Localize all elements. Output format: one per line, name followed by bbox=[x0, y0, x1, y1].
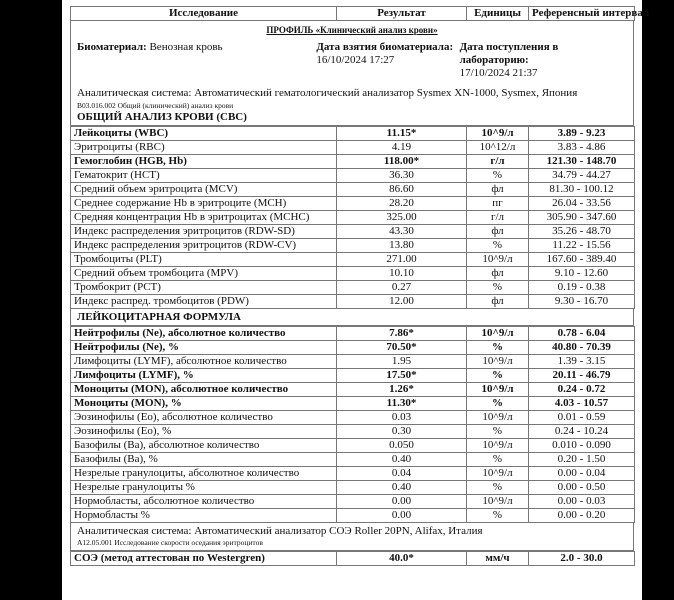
row-unit: 10^9/л bbox=[467, 253, 529, 267]
row-result: 0.40 bbox=[337, 453, 467, 467]
report-sheet bbox=[70, 6, 650, 566]
taken-value: 16/10/2024 17:27 bbox=[316, 54, 395, 66]
table-row bbox=[71, 383, 635, 397]
row-name: Незрелые гранулоциты % bbox=[71, 481, 337, 495]
row-unit: 10^12/л bbox=[467, 141, 529, 155]
row-result: 86.60 bbox=[337, 183, 467, 197]
row-name: Лимфоциты (LYMF), абсолютное количество bbox=[71, 355, 337, 369]
row-unit: мм/ч bbox=[467, 552, 529, 566]
row-reference: 167.60 - 389.40 bbox=[529, 253, 635, 267]
row-unit: 10^9/л bbox=[467, 127, 529, 141]
row-unit: % bbox=[467, 169, 529, 183]
row-reference: 0.01 - 0.59 bbox=[529, 411, 635, 425]
row-unit: % bbox=[467, 369, 529, 383]
row-unit: 10^9/л bbox=[467, 383, 529, 397]
row-result: 43.30 bbox=[337, 225, 467, 239]
row-result: 1.95 bbox=[337, 355, 467, 369]
header-result: Результат bbox=[337, 7, 467, 21]
row-result: 325.00 bbox=[337, 211, 467, 225]
row-name: Средний объем тромбоцита (MPV) bbox=[71, 267, 337, 281]
row-name: Тромбоциты (PLT) bbox=[71, 253, 337, 267]
row-reference: 0.00 - 0.03 bbox=[529, 495, 635, 509]
table-row bbox=[71, 369, 635, 383]
results-table-esr bbox=[70, 551, 635, 566]
report-page bbox=[62, 0, 650, 600]
profile-title: ПРОФИЛЬ «Клинический анализ крови» bbox=[266, 25, 438, 35]
row-reference: 305.90 - 347.60 bbox=[529, 211, 635, 225]
row-reference: 0.19 - 0.38 bbox=[529, 281, 635, 295]
table-row bbox=[71, 239, 635, 253]
row-unit: фл bbox=[467, 267, 529, 281]
row-result: 1.26* bbox=[337, 383, 467, 397]
row-reference: 4.03 - 10.57 bbox=[529, 397, 635, 411]
table-row bbox=[71, 197, 635, 211]
row-result: 7.86* bbox=[337, 327, 467, 341]
biomaterial-row bbox=[77, 41, 627, 79]
table-row bbox=[71, 495, 635, 509]
results-table-leukocyte bbox=[70, 326, 635, 523]
row-result: 4.19 bbox=[337, 141, 467, 155]
row-reference: 3.89 - 9.23 bbox=[529, 127, 635, 141]
table-row bbox=[71, 155, 635, 169]
row-result: 13.80 bbox=[337, 239, 467, 253]
service-code-2: A12.05.001 Исследование скорости оседания эритроцитов bbox=[77, 538, 263, 547]
row-reference: 121.30 - 148.70 bbox=[529, 155, 635, 169]
row-reference: 0.24 - 0.72 bbox=[529, 383, 635, 397]
row-unit: % bbox=[467, 481, 529, 495]
table-row bbox=[71, 281, 635, 295]
row-name: Нормобласты, абсолютное количество bbox=[71, 495, 337, 509]
row-reference: 34.79 - 44.27 bbox=[529, 169, 635, 183]
row-name: Среднее содержание Hb в эритроците (MCH) bbox=[71, 197, 337, 211]
row-result: 70.50* bbox=[337, 341, 467, 355]
row-name: Индекс распределения эритроцитов (RDW-CV) bbox=[71, 239, 337, 253]
row-unit: 10^9/л bbox=[467, 411, 529, 425]
row-result: 0.04 bbox=[337, 467, 467, 481]
table-row bbox=[71, 453, 635, 467]
row-name: Гемоглобин (HGB, Hb) bbox=[71, 155, 337, 169]
row-result: 28.20 bbox=[337, 197, 467, 211]
section-leukocyte-block bbox=[70, 309, 634, 326]
row-reference: 3.83 - 4.86 bbox=[529, 141, 635, 155]
row-result: 0.050 bbox=[337, 439, 467, 453]
row-name: Нейтрофилы (Ne), абсолютное количество bbox=[71, 327, 337, 341]
table-row bbox=[71, 169, 635, 183]
header-reference: Референсный интервал bbox=[529, 7, 635, 21]
table-row bbox=[71, 295, 635, 309]
service-code-1: B03.016.002 Общий (клинический) анализ крови bbox=[77, 101, 234, 110]
table-row bbox=[71, 141, 635, 155]
row-result: 0.27 bbox=[337, 281, 467, 295]
row-reference: 40.80 - 70.39 bbox=[529, 341, 635, 355]
row-name: Гематокрит (HCT) bbox=[71, 169, 337, 183]
biomaterial-value: Венозная кровь bbox=[149, 41, 223, 53]
table-row bbox=[71, 355, 635, 369]
table-row bbox=[71, 552, 635, 566]
row-reference: 0.78 - 6.04 bbox=[529, 327, 635, 341]
row-name: Моноциты (MON), % bbox=[71, 397, 337, 411]
table-row bbox=[71, 267, 635, 281]
row-result: 0.00 bbox=[337, 509, 467, 523]
row-unit: % bbox=[467, 453, 529, 467]
analysis-block-2 bbox=[70, 523, 634, 551]
section-leukocyte: ЛЕЙКОЦИТАРНАЯ ФОРМУЛА bbox=[77, 311, 241, 323]
row-reference: 9.10 - 12.60 bbox=[529, 267, 635, 281]
row-reference: 11.22 - 15.56 bbox=[529, 239, 635, 253]
row-unit: 10^9/л bbox=[467, 355, 529, 369]
row-unit: 10^9/л bbox=[467, 495, 529, 509]
row-reference: 0.24 - 10.24 bbox=[529, 425, 635, 439]
row-reference: 0.00 - 0.50 bbox=[529, 481, 635, 495]
analysis-system-1: Аналитическая система: Автоматический гематологический анализатор Sysmex XN-1000, Sysmex, Япония bbox=[77, 87, 578, 99]
analysis-system-2: Аналитическая система: Автоматический анализатор СОЭ Roller 20PN, Alifax, Италия bbox=[77, 525, 483, 537]
row-name: Эозинофилы (Eo), абсолютное количество bbox=[71, 411, 337, 425]
row-name: Эритроциты (RBC) bbox=[71, 141, 337, 155]
table-row bbox=[71, 341, 635, 355]
row-result: 10.10 bbox=[337, 267, 467, 281]
header-units: Единицы bbox=[467, 7, 529, 21]
row-name: Лейкоциты (WBC) bbox=[71, 127, 337, 141]
row-result: 11.15* bbox=[337, 127, 467, 141]
row-reference: 0.20 - 1.50 bbox=[529, 453, 635, 467]
row-reference: 0.010 - 0.090 bbox=[529, 439, 635, 453]
row-unit: % bbox=[467, 397, 529, 411]
row-unit: 10^9/л bbox=[467, 327, 529, 341]
row-result: 17.50* bbox=[337, 369, 467, 383]
row-unit: % bbox=[467, 509, 529, 523]
row-name: Эозинофилы (Eo), % bbox=[71, 425, 337, 439]
results-table-cbc bbox=[70, 126, 635, 309]
row-result: 12.00 bbox=[337, 295, 467, 309]
taken-label: Дата взятия биоматериала: bbox=[316, 41, 454, 53]
row-reference: 9.30 - 16.70 bbox=[529, 295, 635, 309]
row-name: Лимфоциты (LYMF), % bbox=[71, 369, 337, 383]
row-unit: фл bbox=[467, 295, 529, 309]
table-row bbox=[71, 327, 635, 341]
row-name: Моноциты (MON), абсолютное количество bbox=[71, 383, 337, 397]
row-unit: % bbox=[467, 425, 529, 439]
table-row bbox=[71, 411, 635, 425]
row-reference: 26.04 - 33.56 bbox=[529, 197, 635, 211]
row-unit: % bbox=[467, 341, 529, 355]
table-row bbox=[71, 225, 635, 239]
row-result: 36.30 bbox=[337, 169, 467, 183]
row-reference: 0.00 - 0.04 bbox=[529, 467, 635, 481]
table-row bbox=[71, 439, 635, 453]
row-name: Средний объем эритроцита (MCV) bbox=[71, 183, 337, 197]
received-label: Дата поступления в лабораторию: bbox=[459, 41, 559, 66]
table-row bbox=[71, 211, 635, 225]
row-unit: 10^9/л bbox=[467, 467, 529, 481]
row-name: Незрелые гранулоциты, абсолютное количество bbox=[71, 467, 337, 481]
biomaterial-label: Биоматериал: bbox=[77, 41, 147, 53]
row-result: 0.00 bbox=[337, 495, 467, 509]
table-row bbox=[71, 253, 635, 267]
row-result: 11.30* bbox=[337, 397, 467, 411]
row-unit: пг bbox=[467, 197, 529, 211]
row-name: Нейтрофилы (Ne), % bbox=[71, 341, 337, 355]
row-unit: г/л bbox=[467, 155, 529, 169]
row-unit: % bbox=[467, 239, 529, 253]
row-reference: 81.30 - 100.12 bbox=[529, 183, 635, 197]
received-value: 17/10/2024 21:37 bbox=[459, 67, 538, 79]
table-row bbox=[71, 481, 635, 495]
results-table-header bbox=[70, 6, 650, 21]
row-unit: г/л bbox=[467, 211, 529, 225]
row-reference: 0.00 - 0.20 bbox=[529, 509, 635, 523]
row-unit: % bbox=[467, 281, 529, 295]
row-result: 0.40 bbox=[337, 481, 467, 495]
row-name: Индекс распределения эритроцитов (RDW-SD) bbox=[71, 225, 337, 239]
row-unit: фл bbox=[467, 183, 529, 197]
row-unit: фл bbox=[467, 225, 529, 239]
table-row bbox=[71, 183, 635, 197]
header-test: Исследование bbox=[71, 7, 337, 21]
row-result: 118.00* bbox=[337, 155, 467, 169]
row-name: Базофилы (Ba), абсолютное количество bbox=[71, 439, 337, 453]
table-row bbox=[71, 397, 635, 411]
row-result: 0.30 bbox=[337, 425, 467, 439]
row-result: 0.03 bbox=[337, 411, 467, 425]
row-reference: 2.0 - 30.0 bbox=[529, 552, 635, 566]
info-block bbox=[70, 21, 634, 126]
row-name: Нормобласты % bbox=[71, 509, 337, 523]
row-reference: 35.26 - 48.70 bbox=[529, 225, 635, 239]
row-result: 271.00 bbox=[337, 253, 467, 267]
row-result: 40.0* bbox=[337, 552, 467, 566]
row-unit: 10^9/л bbox=[467, 439, 529, 453]
table-row bbox=[71, 425, 635, 439]
row-name: Базофилы (Ba), % bbox=[71, 453, 337, 467]
row-name: Индекс распред. тромбоцитов (PDW) bbox=[71, 295, 337, 309]
table-row bbox=[71, 127, 635, 141]
row-name: Средняя концентрация Hb в эритроцитах (MCHC) bbox=[71, 211, 337, 225]
row-reference: 1.39 - 3.15 bbox=[529, 355, 635, 369]
table-row bbox=[71, 467, 635, 481]
table-row bbox=[71, 509, 635, 523]
section-cbc: ОБЩИЙ АНАЛИЗ КРОВИ (CBC) bbox=[77, 111, 247, 123]
row-name: Тромбокрит (PCT) bbox=[71, 281, 337, 295]
row-reference: 20.11 - 46.79 bbox=[529, 369, 635, 383]
row-name: СОЭ (метод аттестован по Westergren) bbox=[71, 552, 337, 566]
